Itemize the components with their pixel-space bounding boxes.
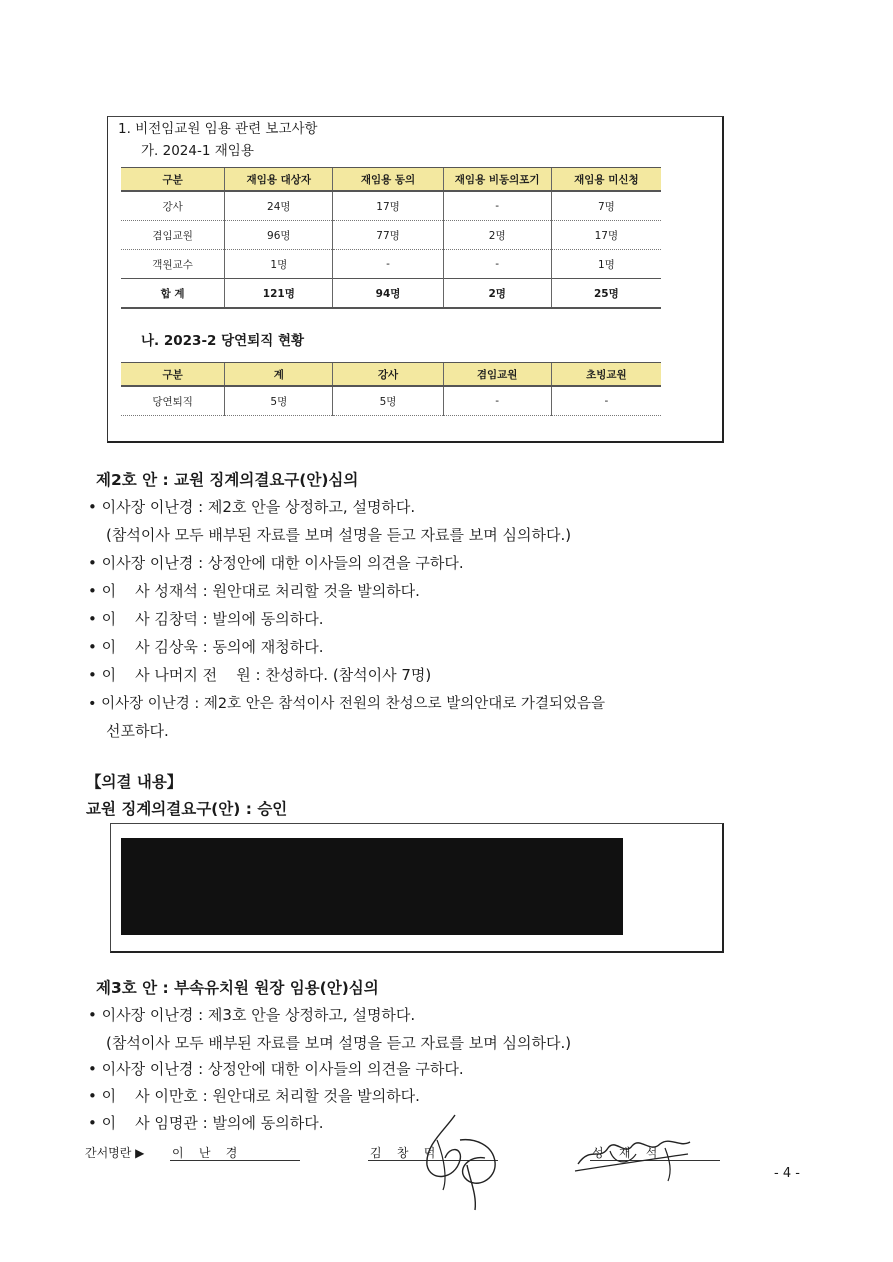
minutes-line: (참석이사 모두 배부된 자료를 보며 설명을 듣고 자료를 보며 심의하다.) [106, 526, 572, 544]
minutes-line: • 이사장 이난경 : 상정안에 대한 이사들의 의견을 구하다. [88, 554, 464, 572]
table-row [121, 221, 661, 250]
minutes-line: • 이 사 성재석 : 원안대로 처리할 것을 발의하다. [88, 582, 420, 600]
minutes-line: • 이사장 이난경 : 상정안에 대한 이사들의 의견을 구하다. [88, 1060, 464, 1078]
minutes-line: • 이사장 이난경 : 제3호 안을 상정하고, 설명하다. [88, 1006, 416, 1024]
table-row [121, 191, 661, 221]
table-cell: 94명 [333, 279, 443, 309]
report-box [107, 116, 724, 443]
table-cell: 1명 [225, 250, 333, 279]
table-header: 강사 [333, 363, 443, 387]
table-header: 초빙교원 [551, 363, 661, 387]
table-cell: 25명 [551, 279, 661, 309]
report-title: 1. 비전임교원 임용 관련 보고사항 [118, 121, 318, 137]
table-cell: 합 계 [121, 279, 225, 309]
minutes-line: • 이사장 이난경 : 제2호 안을 상정하고, 설명하다. [88, 498, 416, 516]
table-cell: 17명 [551, 221, 661, 250]
minutes-line: • 이 사 김창덕 : 발의에 동의하다. [88, 610, 324, 628]
table-cell: 7명 [551, 191, 661, 221]
table-cell: 1명 [551, 250, 661, 279]
table-header: 재임용 미신청 [551, 168, 661, 192]
table-cell: 17명 [333, 191, 443, 221]
table-header: 구분 [121, 363, 225, 387]
minutes-line: • 이사장 이난경 : 제2호 안은 참석이사 전원의 찬성으로 발의안대로 가결되었음을 [88, 696, 605, 712]
table-cell: - [551, 386, 661, 416]
table-cell: 5명 [225, 386, 333, 416]
table-cell: 객원교수 [121, 250, 225, 279]
table-cell: 96명 [225, 221, 333, 250]
handwritten-signature-icon [570, 1126, 700, 1186]
signature-line [170, 1160, 300, 1161]
table-cell: - [443, 191, 551, 221]
minutes-line: • 이 사 김상욱 : 동의에 재청하다. [88, 638, 324, 656]
table-cell: 5명 [333, 386, 443, 416]
table-cell: - [333, 250, 443, 279]
table-header: 겸임교원 [443, 363, 551, 387]
signer-name: 성 재 석 [592, 1146, 658, 1160]
table-cell: 77명 [333, 221, 443, 250]
minutes-line: • 이 사 이만호 : 원안대로 처리할 것을 발의하다. [88, 1087, 420, 1105]
table-cell: - [443, 386, 551, 416]
minutes-line: (참석이사 모두 배부된 자료를 보며 설명을 듣고 자료를 보며 심의하다.) [106, 1034, 572, 1052]
table-cell: 겸임교원 [121, 221, 225, 250]
page-number: - 4 - [774, 1166, 800, 1181]
redaction-block [121, 838, 623, 935]
resolution-result: 교원 징계의결요구(안) : 승인 [86, 800, 288, 818]
report-subtitle-b: 나. 2023-2 당연퇴직 현황 [141, 333, 305, 349]
table-row [121, 386, 661, 416]
minutes-line: 선포하다. [106, 722, 169, 740]
handwritten-signature-icon [415, 1110, 515, 1215]
signature-label: 간서명란 ▶ [85, 1146, 145, 1160]
agenda2-title: 제2호 안 : 교원 징계의결요구(안)심의 [96, 471, 359, 489]
minutes-line: • 이 사 임명관 : 발의에 동의하다. [88, 1114, 324, 1132]
table-header: 재임용 대상자 [225, 168, 333, 192]
table-cell: 121명 [225, 279, 333, 309]
table-cell: 2명 [443, 221, 551, 250]
agenda3-title: 제3호 안 : 부속유치원 원장 임용(안)심의 [96, 979, 379, 997]
table-cell: 2명 [443, 279, 551, 309]
table-row [121, 250, 661, 279]
table-header-row [121, 168, 661, 192]
retirement-table [121, 362, 661, 416]
table-header-row [121, 363, 661, 387]
resolution-heading: 【의결 내용】 [86, 773, 183, 791]
reappointment-table [121, 167, 661, 309]
table-cell: - [443, 250, 551, 279]
table-header: 재임용 동의 [333, 168, 443, 192]
table-total-row [121, 279, 661, 309]
table-header: 계 [225, 363, 333, 387]
table-cell: 강사 [121, 191, 225, 221]
table-header: 재임용 비동의포기 [443, 168, 551, 192]
redacted-box [110, 823, 724, 953]
table-header: 구분 [121, 168, 225, 192]
signer-name: 이 난 경 [172, 1146, 238, 1160]
table-cell: 24명 [225, 191, 333, 221]
table-cell: 당연퇴직 [121, 386, 225, 416]
minutes-line: • 이 사 나머지 전 원 : 찬성하다. (참석이사 7명) [88, 666, 432, 684]
report-subtitle-a: 가. 2024-1 재임용 [141, 143, 254, 159]
signer-name: 김 창 덕 [370, 1146, 436, 1160]
